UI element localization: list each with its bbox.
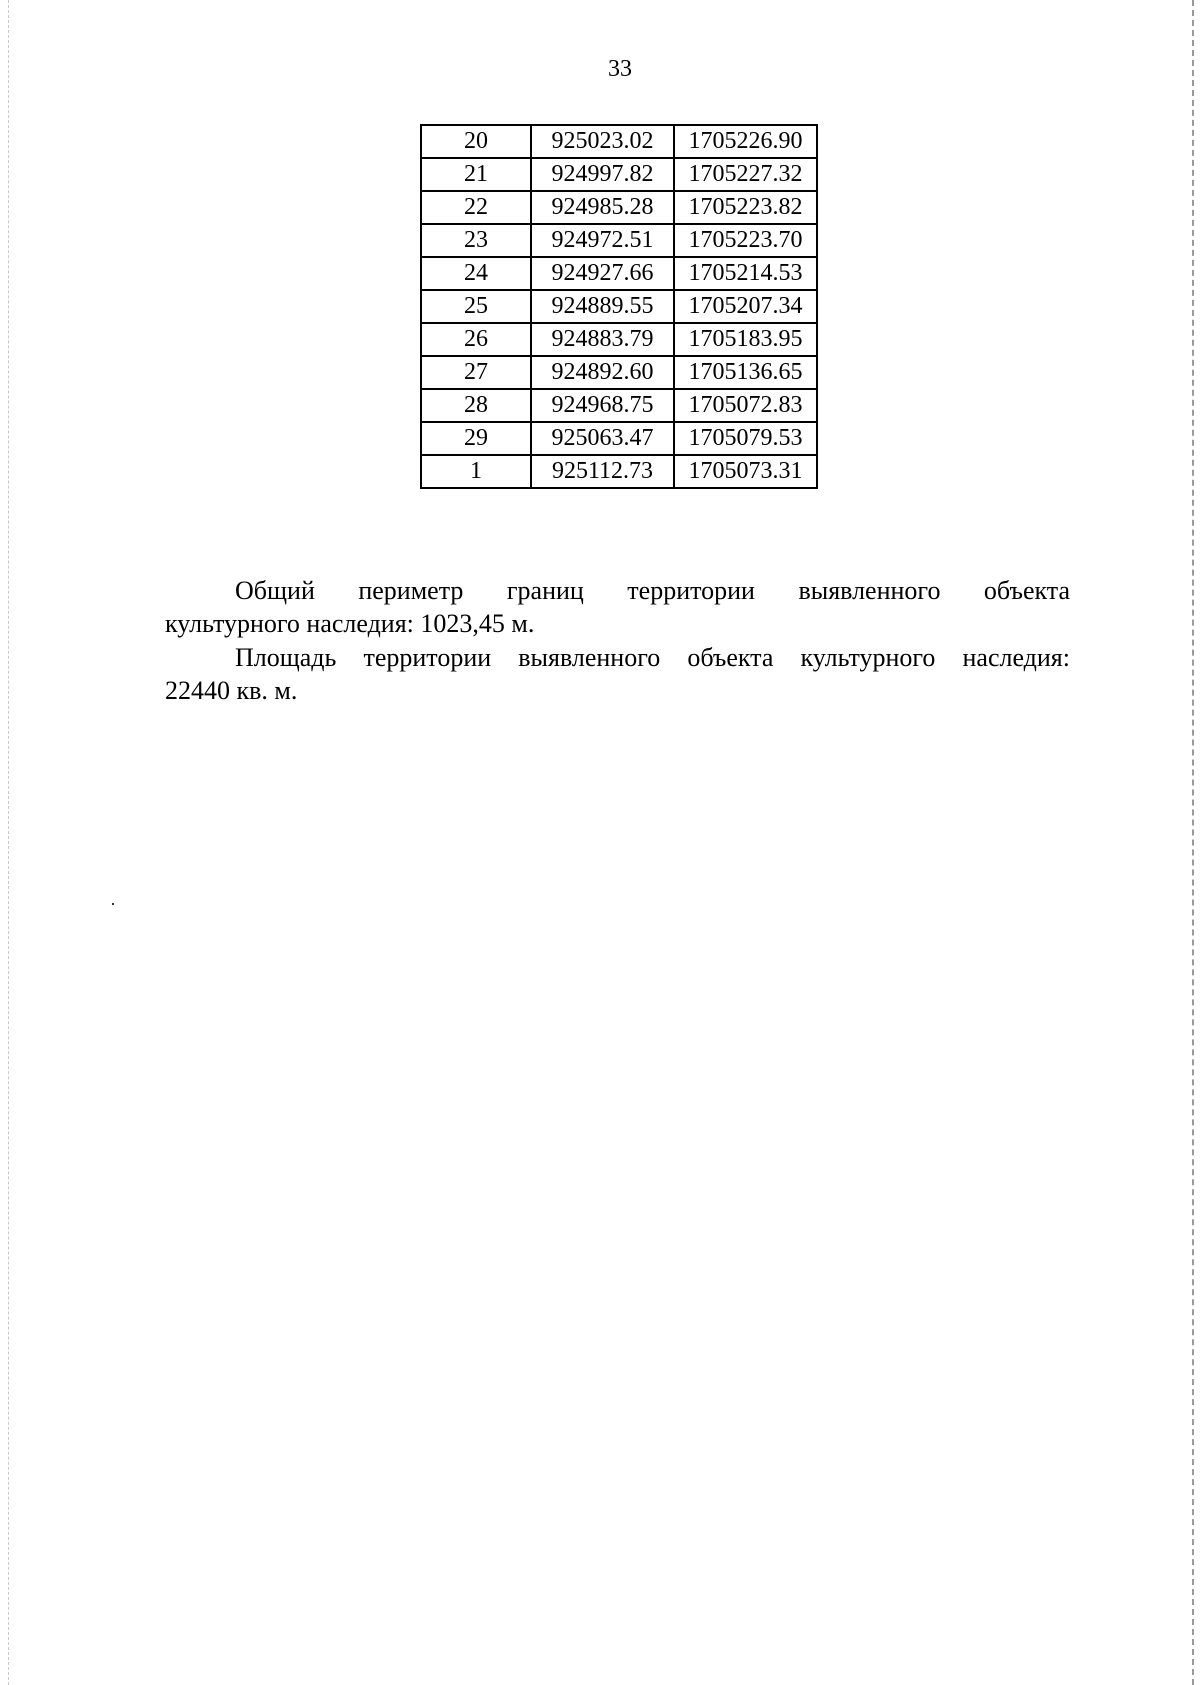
area-paragraph: [165, 641, 1070, 707]
table-row: [421, 224, 817, 257]
point-number-cell: 1: [421, 455, 531, 488]
table-row: [421, 323, 817, 356]
point-number-cell: 27: [421, 356, 531, 389]
x-coordinate-cell: 924968.75: [531, 389, 674, 422]
point-number-cell: 29: [421, 422, 531, 455]
x-coordinate-cell: 924883.79: [531, 323, 674, 356]
table-row: [421, 422, 817, 455]
table-row: [421, 389, 817, 422]
y-coordinate-cell: 1705207.34: [674, 290, 817, 323]
perimeter-line-2: культурного наследия: 1023,45 м.: [165, 609, 535, 638]
x-coordinate-cell: 924889.55: [531, 290, 674, 323]
point-number-cell: 26: [421, 323, 531, 356]
point-number-cell: 22: [421, 191, 531, 224]
page-number: 33: [608, 56, 632, 82]
y-coordinate-cell: 1705214.53: [674, 257, 817, 290]
point-number-cell: 20: [421, 125, 531, 158]
x-coordinate-cell: 924997.82: [531, 158, 674, 191]
scan-speck: [112, 903, 114, 905]
y-coordinate-cell: 1705227.32: [674, 158, 817, 191]
x-coordinate-cell: 925112.73: [531, 455, 674, 488]
point-number-cell: 28: [421, 389, 531, 422]
table-row: [421, 257, 817, 290]
x-coordinate-cell: 925023.02: [531, 125, 674, 158]
y-coordinate-cell: 1705223.70: [674, 224, 817, 257]
y-coordinate-cell: 1705226.90: [674, 125, 817, 158]
x-coordinate-cell: 925063.47: [531, 422, 674, 455]
x-coordinate-cell: 924892.60: [531, 356, 674, 389]
perimeter-paragraph: [165, 574, 1070, 640]
scan-edge-right: [1190, 0, 1194, 1685]
point-number-cell: 21: [421, 158, 531, 191]
y-coordinate-cell: 1705136.65: [674, 356, 817, 389]
y-coordinate-cell: 1705073.31: [674, 455, 817, 488]
table-row: [421, 125, 817, 158]
table-row: [421, 455, 817, 488]
x-coordinate-cell: 924927.66: [531, 257, 674, 290]
x-coordinate-cell: 924985.28: [531, 191, 674, 224]
y-coordinate-cell: 1705072.83: [674, 389, 817, 422]
table-row: [421, 158, 817, 191]
area-line-1: Площадь территории выявленного объекта культурного наследия:: [235, 643, 1070, 672]
point-number-cell: 25: [421, 290, 531, 323]
table-row: [421, 191, 817, 224]
y-coordinate-cell: 1705183.95: [674, 323, 817, 356]
table-row: [421, 356, 817, 389]
point-number-cell: 23: [421, 224, 531, 257]
scan-edge-left: [8, 0, 10, 1685]
coordinates-table: [420, 124, 818, 489]
perimeter-line-1: Общий периметр границ территории выявленного объекта: [235, 576, 1070, 605]
table-row: [421, 290, 817, 323]
point-number-cell: 24: [421, 257, 531, 290]
y-coordinate-cell: 1705223.82: [674, 191, 817, 224]
x-coordinate-cell: 924972.51: [531, 224, 674, 257]
y-coordinate-cell: 1705079.53: [674, 422, 817, 455]
area-line-2: 22440 кв. м.: [165, 676, 298, 705]
